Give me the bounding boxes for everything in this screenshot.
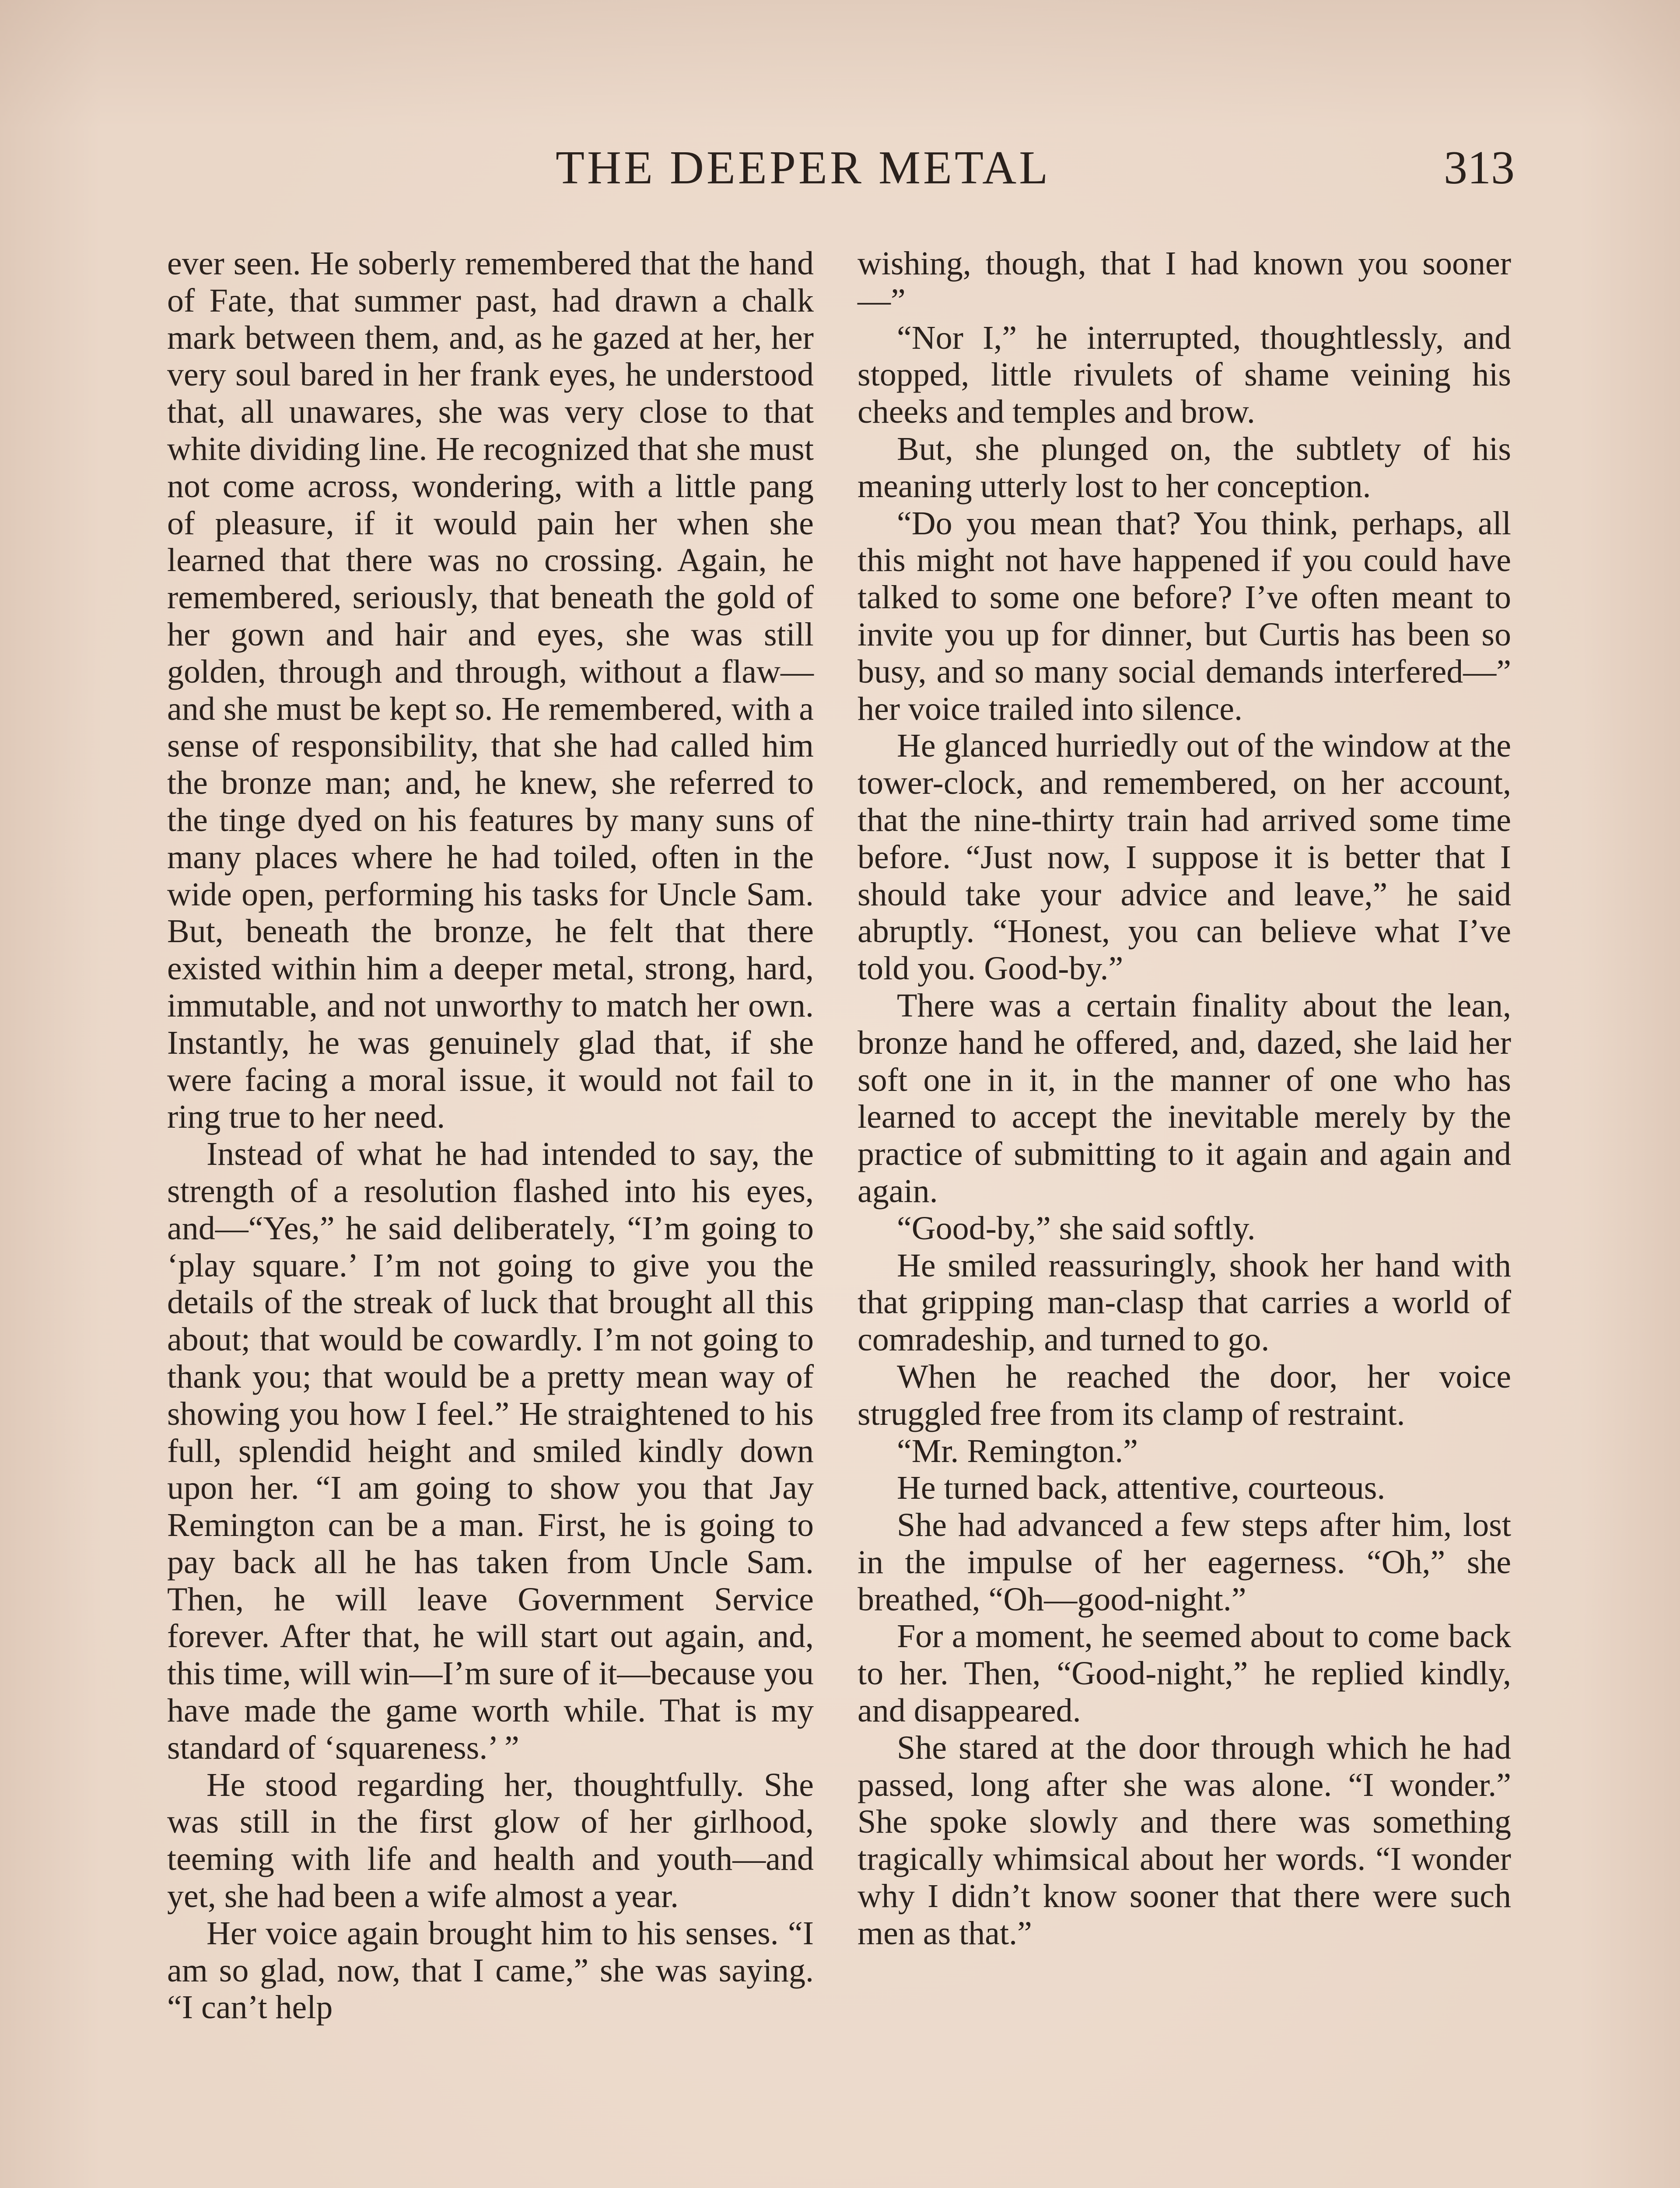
paragraph: wishing, though, that I had known you sooner—” — [858, 245, 1511, 319]
paragraph: For a moment, he seemed about to come back to her. Then, “Good-night,” he replied kindly, and disappeared. — [858, 1618, 1511, 1729]
paragraph: Her voice again brought him to his senses. “I am so glad, now, that I came,” she was saying. “I can’t help — [167, 1914, 814, 2026]
right-column — [858, 245, 1511, 1952]
paragraph: When he reached the door, her voice struggled free from its clamp of restraint. — [858, 1358, 1511, 1432]
paragraph: There was a certain finality about the lean, bronze hand he offered, and, dazed, she laid her soft one in it, in the manner of one who has learned to accept the inevitable merely by the practice of submitting to it again and again and again. — [858, 987, 1511, 1210]
left-column — [167, 245, 814, 2026]
paragraph: He smiled reassuringly, shook her hand with that gripping man-clasp that carries a world of comradeship, and turned to go. — [858, 1247, 1511, 1358]
paragraph: “Good-by,” she said softly. — [897, 1210, 1256, 1247]
paragraph: She had advanced a few steps after him, lost in the impulse of her eagerness. “Oh,” she breathed, “Oh—good-night.” — [858, 1507, 1511, 1618]
paragraph: “Nor I,” he interrupted, thoughtlessly, and stopped, little rivulets of shame veining his cheeks and temples and brow. — [858, 319, 1511, 431]
paragraph: He turned back, attentive, courteous. — [897, 1469, 1386, 1507]
paragraph: Instead of what he had intended to say, the strength of a resolution flashed into his eyes, and—“Yes,” he said deliberately, “I’m going to ‘play square.’ I’m not going to give you the details of the streak of luck that brought all this about; that would be cowardly. I’m not going to thank you; that would be a pretty mean way of showing you how I feel.” He straightened to his full, splendid height and smiled kindly down upon her. “I am going to show you that Jay Remington can be a man. First, he is going to pay back all he has taken from Uncle Sam. Then, he will leave Government Service forever. After that, he will start out again, and, this time, will win—I’m sure of it—because you have made the game worth while. That is my standard of ‘squareness.’ ” — [167, 1136, 814, 1766]
paragraph: “Mr. Remington.” — [897, 1432, 1138, 1469]
paragraph: He stood regarding her, thoughtfully. She was still in the first glow of her girlhood, teeming with life and health and youth—and yet, she had been a wife almost a year. — [167, 1766, 814, 1915]
paragraph: But, she plunged on, the subtlety of his meaning utterly lost to her conception. — [858, 430, 1511, 505]
paragraph: She stared at the door through which he had passed, long after she was alone. “I wonder.” She spoke slowly and there was something tragically whimsical about her words. “I wonder why I didn’t know sooner that there were such men as that.” — [858, 1729, 1511, 1952]
paragraph: ever seen. He soberly remembered that the hand of Fate, that summer past, had drawn a chalk mark between them, and, as he gazed at her, her very soul bared in her frank eyes, he understood that, all unawares, she was very close to that white dividing line. He recognized that she must not come across, wondering, with a little pang of pleasure, if it would pain her when she learned that there was no crossing. Again, he remembered, seriously, that beneath the gold of her gown and hair and eyes, she was still golden, through and through, without a flaw—and she must be kept so. He remembered, with a sense of responsibility, that she had called him the bronze man; and, he knew, she referred to the tinge dyed on his features by many suns of many places where he had toiled, often in the wide open, performing his tasks for Uncle Sam. But, beneath the bronze, he felt that there existed within him a deeper metal, strong, hard, immutable, and not unworthy to match her own. Instantly, he was genuinely glad that, if she were facing a moral issue, it would not fail to ring true to her need. — [167, 245, 814, 1136]
paragraph: He glanced hurriedly out of the window at the tower-clock, and remembered, on her account, that the nine-thirty train had arrived some time before. “Just now, I suppose it is better that I should take your advice and leave,” he said abruptly. “Honest, you can believe what I’ve told you. Good-by.” — [858, 727, 1511, 987]
running-head-title: THE DEEPER METAL — [556, 142, 1051, 194]
page-number: 313 — [1444, 142, 1515, 194]
paragraph: “Do you mean that? You think, perhaps, all this might not have happened if you could have talked to some one before? I’ve often meant to invite you up for dinner, but Curtis has been so busy, and so many social demands interfered—” her voice trailed into silence. — [858, 505, 1511, 727]
